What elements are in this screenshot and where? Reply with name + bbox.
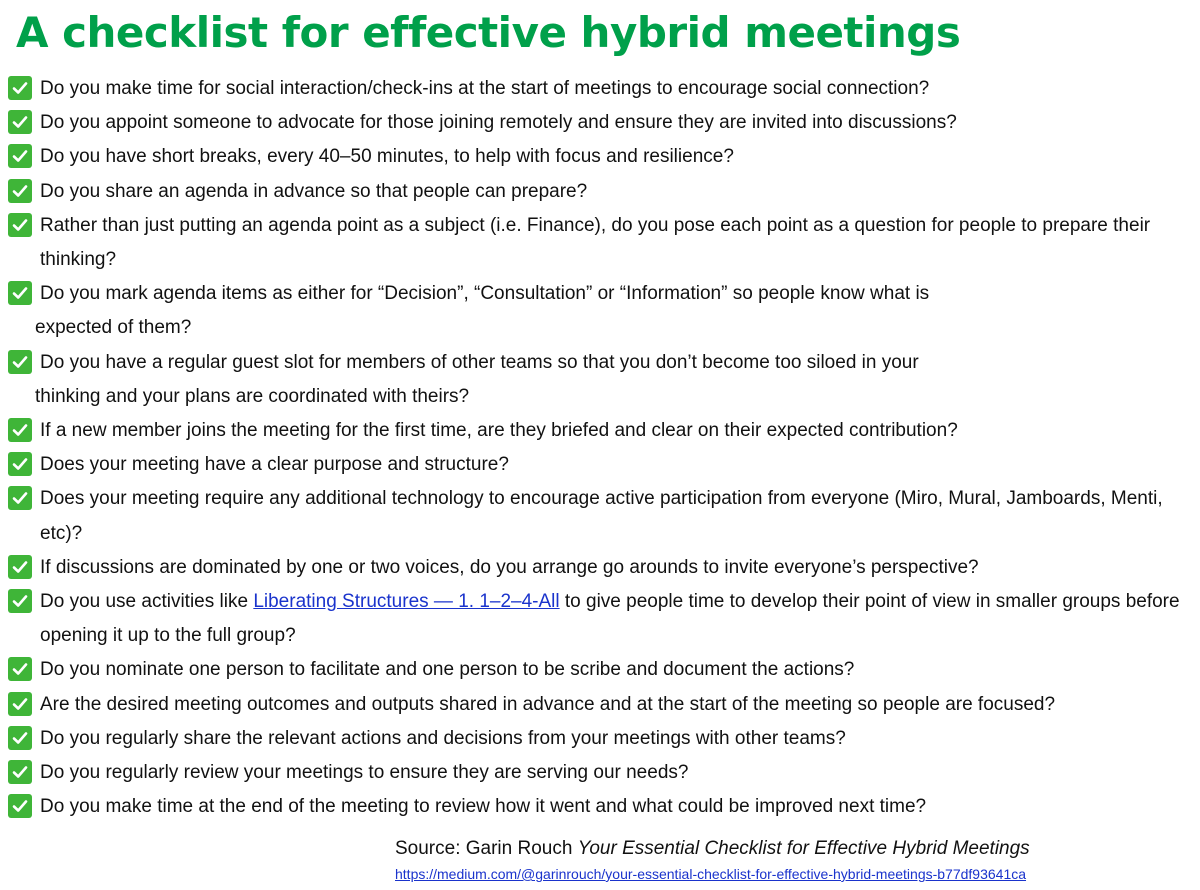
source-prefix: Source: Garin Rouch [395,838,578,859]
checklist-item-text: Rather than just putting an agenda point as a subject (i.e. Finance), do you pose each point as a question for people to prepare their thinking? [40,214,1151,271]
checklist-item [8,551,1198,585]
checklist-item-line: Do you have a regular guest slot for members of other teams so that you don’t become too siloed in your [40,351,919,373]
check-box-icon [8,657,32,681]
checklist-item [8,722,1198,756]
check-box-icon [8,794,32,818]
checklist-item [8,653,1198,687]
check-box-icon [8,144,32,168]
checklist-item-text-after: to give people time to develop their point of view in smaller groups before opening it up to the full group? [40,591,1180,647]
liberating-structures-link[interactable]: Liberating Structures — 1. 1–2–4-All [253,591,560,613]
checklist-item [8,756,1198,790]
checklist-item-text: Do you nominate one person to facilitate and one person to be scribe and document the actions? [40,659,855,681]
check-box-icon [8,418,32,442]
checklist-item-text: Does your meeting have a clear purpose and structure? [40,454,509,476]
checklist-item-text: Do you make time for social interaction/check-ins at the start of meetings to encourage social connection? [40,78,930,99]
source-title: Your Essential Checklist for Effective Hybrid Meetings [577,838,1030,859]
checklist-item-text: Do you have short breaks, every 40–50 minutes, to help with focus and resilience? [40,146,734,168]
checklist-item-text [40,585,1198,653]
check-box-icon [8,452,32,476]
checklist-item [8,209,1198,277]
checklist-item-text: Do you regularly review your meetings to ensure they are serving our needs? [40,762,689,784]
checklist-item-line: expected of them? [35,317,192,339]
checklist-item-text: Do you regularly share the relevant actions and decisions from your meetings with other teams? [40,727,846,749]
checklist-item-text: Does your meeting require any additional technology to encourage active participation from everyone (Miro, Mural, Jamboards, Menti, etc)? [40,488,1163,544]
checklist-item [8,414,1198,448]
check-box-icon [8,179,32,203]
checklist-item-text [35,277,1198,345]
checklist-item [8,346,1198,414]
checklist-item [8,72,1198,106]
checklist-item-line: thinking and your plans are coordinated with theirs? [35,385,470,407]
checklist-item [8,448,1198,482]
checklist-item-text: Do you make time at the end of the meeting to review how it went and what could be improved next time? [40,796,927,818]
checklist-item [8,140,1198,174]
checklist-item [8,175,1198,209]
source-citation [395,836,1030,862]
checklist-item-text: Are the desired meeting outcomes and outputs shared in advance and at the start of the meeting so people are focused? [40,693,1056,715]
check-box-icon [8,281,32,305]
check-box-icon [8,213,32,237]
checklist-item [8,688,1198,722]
check-box-icon [8,692,32,716]
source-url-link[interactable]: https://medium.com/@garinrouch/your-essential-checklist-for-effective-hybrid-meetings-b77df93641ca [395,866,1027,882]
checklist-item [8,277,1198,345]
check-box-icon [8,486,32,510]
checklist-item [8,482,1198,550]
checklist-item-text: Do you share an agenda in advance so that people can prepare? [40,180,588,202]
checklist-item-text: If discussions are dominated by one or two voices, do you arrange go arounds to invite everyone’s perspective? [40,556,979,578]
checklist [8,72,1198,824]
check-box-icon [8,76,32,100]
checklist-item-text: If a new member joins the meeting for the first time, are they briefed and clear on their expected contribution? [40,420,958,442]
page-title: A checklist for effective hybrid meetings [16,8,961,57]
checklist-item [8,106,1198,140]
check-box-icon [8,726,32,750]
check-box-icon [8,350,32,374]
checklist-item [8,585,1198,653]
checklist-item-line: Do you mark agenda items as either for “Decision”, “Consultation” or “Information” so people know what is [40,283,930,305]
checklist-item [8,790,1198,824]
checklist-item-text: Do you appoint someone to advocate for those joining remotely and ensure they are invited into discussions? [40,112,957,134]
check-box-icon [8,555,32,579]
checklist-item-text [35,346,1198,414]
check-box-icon [8,760,32,784]
checklist-item-text-before: Do you use activities like [40,591,254,613]
check-box-icon [8,110,32,134]
check-box-icon [8,589,32,613]
